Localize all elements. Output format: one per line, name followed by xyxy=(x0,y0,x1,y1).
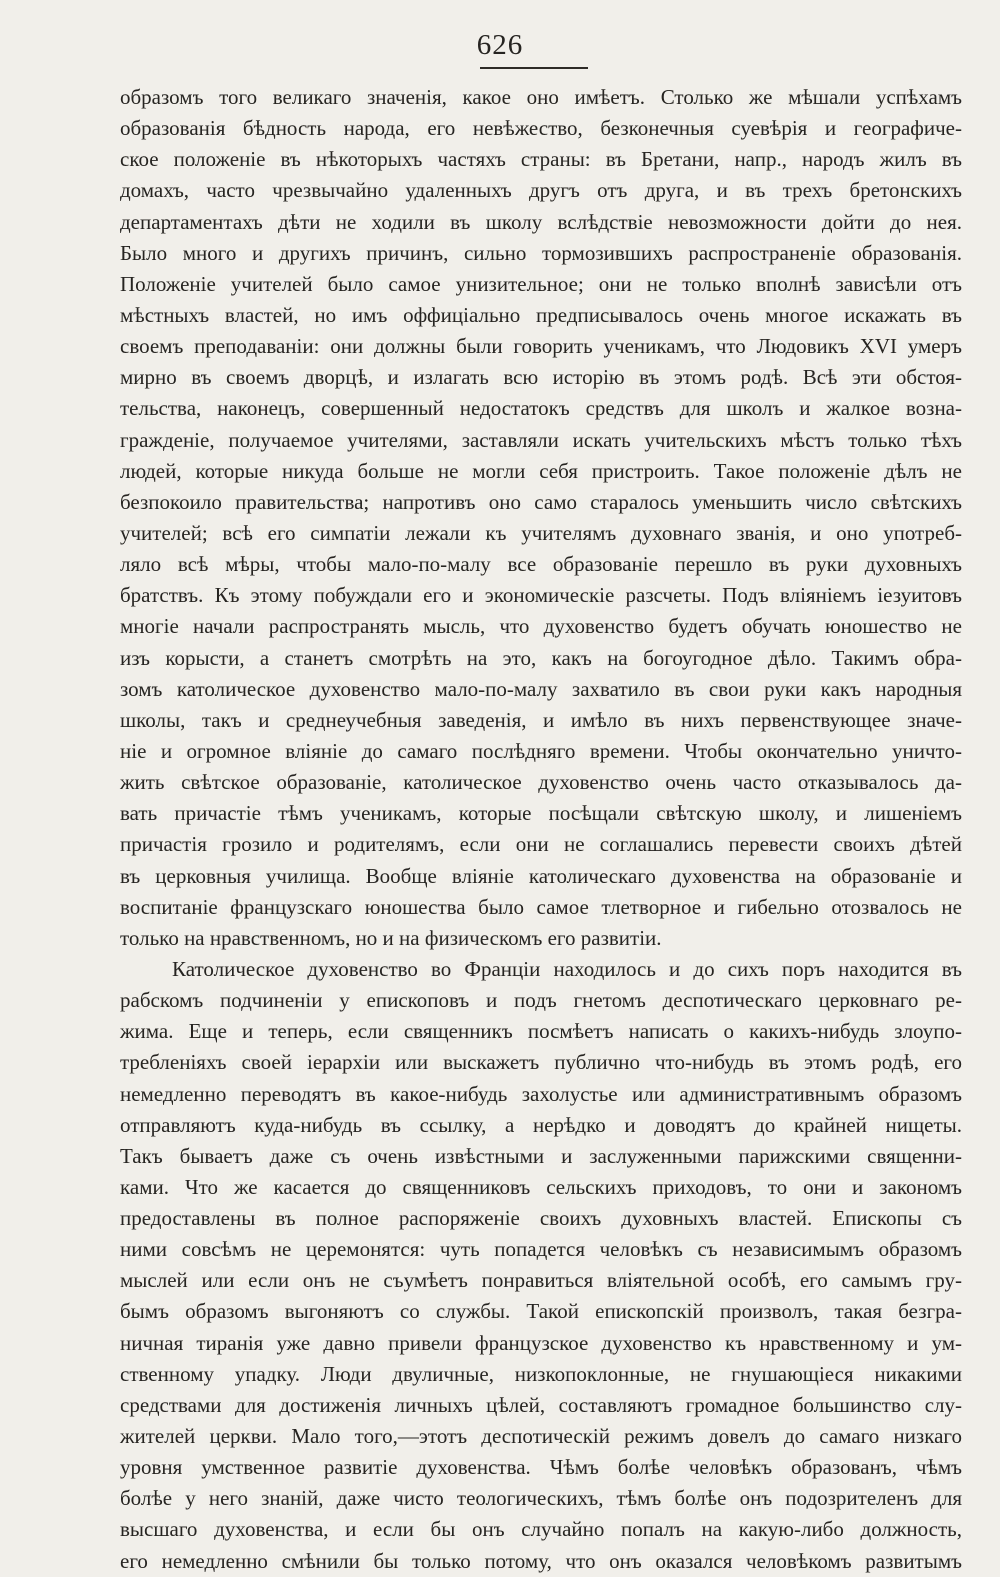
text-line: бымъ образомъ выгоняютъ со службы. Такой епископскій произволъ, такая безгра- xyxy=(120,1299,962,1324)
text-line: мыслей или если онъ не съумѣетъ понравиться вліятельной особѣ, его самымъ гру- xyxy=(120,1268,962,1293)
text-line: высшаго духовенства, и если бы онъ случайно попалъ на какую-либо должность, xyxy=(120,1517,962,1542)
text-line: изъ корысти, а станетъ смотрѣть на это, какъ на богоугодное дѣло. Такимъ обра- xyxy=(120,645,962,670)
text-line: Католическое духовенство во Франціи находилось и до сихъ поръ находится въ xyxy=(172,956,962,981)
text-line: отправляютъ куда-нибудь въ ссылку, а нерѣдко и доводятъ до крайней нищеты. xyxy=(120,1112,962,1137)
text-line: вать причастіе тѣмъ ученикамъ, которые посѣщали свѣтскую школу, и лишеніемъ xyxy=(120,801,962,826)
text-line: только на нравственномъ, но и на физическомъ его развитіи. xyxy=(120,925,662,950)
body-text xyxy=(120,82,962,1577)
text-line: жить свѣтское образованіе, католическое духовенство очень часто отказывалось да- xyxy=(120,770,962,795)
text-line: средствами для достиженія личныхъ цѣлей, составляютъ громадное большинство слу- xyxy=(120,1392,962,1417)
text-line: Положеніе учителей было самое унизительное; они не только вполнѣ зависѣли отъ xyxy=(120,271,962,296)
text-line: уровня умственное развитіе духовенства. Чѣмъ болѣе человѣкъ образованъ, чѣмъ xyxy=(120,1455,962,1480)
text-line: его немедленно смѣнили бы только потому, что онъ оказался человѣкомъ развитымъ xyxy=(120,1548,962,1573)
text-line: образованія бѣдность народа, его невѣжество, безконечныя суевѣрія и географиче- xyxy=(120,116,962,141)
text-line: немедленно переводятъ въ какое-нибудь захолустье или административнымъ образомъ xyxy=(120,1081,962,1106)
page-number: 626 xyxy=(476,29,524,61)
text-line: въ церковныя училища. Вообще вліяніе католическаго духовенства на образованіе и xyxy=(120,863,962,888)
text-line: Такъ бываетъ даже съ очень извѣстными и заслуженными парижскими священни- xyxy=(120,1143,962,1168)
text-line: многіе начали распространять мысль, что духовенство будетъ обучать юношество не xyxy=(120,614,962,639)
text-line: жителей церкви. Мало того,—этотъ деспотическій режимъ довелъ до самаго низкаго xyxy=(120,1424,962,1449)
text-line: ніе и огромное вліяніе до самаго послѣдняго времени. Чтобы окончательно уничто- xyxy=(120,738,962,763)
text-line: учителей; всѣ его симпатіи лежали къ учителямъ духовнаго званія, и оно употреб- xyxy=(120,520,962,545)
text-line: мирно въ своемъ дворцѣ, и излагать всю исторію въ этомъ родѣ. Всѣ эти обстоя- xyxy=(120,365,962,390)
text-line: людей, которые никуда больше не могли себя пристроить. Такое положеніе дѣлъ не xyxy=(120,458,962,483)
text-line: болѣе у него знаній, даже чисто теологическихъ, тѣмъ болѣе онъ подозрителенъ для xyxy=(120,1486,962,1511)
text-line: школы, такъ и среднеучебныя заведенія, и имѣло въ нихъ первенствующее значе- xyxy=(120,707,962,732)
text-line: гражденіе, получаемое учителями, заставляли искать учительскихъ мѣстъ только тѣхъ xyxy=(120,427,962,452)
text-line: воспитаніе французскаго юношества было самое тлетворное и гибельно отозвалось не xyxy=(120,894,962,919)
text-line: образомъ того великаго значенія, какое оно имѣетъ. Столько же мѣшали успѣхамъ xyxy=(120,85,962,109)
text-line: предоставлены въ полное распоряженіе своихъ духовныхъ властей. Епископы съ xyxy=(120,1206,962,1231)
text-line: своемъ преподаваніи: они должны были говорить ученикамъ, что Людовикъ XVI умеръ xyxy=(120,334,962,359)
text-line: ляло всѣ мѣры, чтобы мало-по-малу все образованіе перешло въ руки духовныхъ xyxy=(120,552,962,577)
text-line: братствъ. Къ этому побуждали его и экономическіе разсчеты. Подъ вліяніемъ іезуитовъ xyxy=(120,583,962,608)
text-line: Было много и другихъ причинъ, сильно тормозившихъ распространеніе образованія. xyxy=(120,240,962,265)
text-line: требленіяхъ своей іерархіи или выскажетъ публично что-нибудь въ этомъ родѣ, его xyxy=(120,1050,962,1075)
text-line: безпокоило правительства; напротивъ оно само старалось уменьшить число свѣтскихъ xyxy=(120,489,962,514)
header-rule xyxy=(480,67,588,69)
text-line: рабскомъ подчиненіи у епископовъ и подъ гнетомъ деспотическаго церковнаго ре- xyxy=(120,988,962,1013)
text-line: зомъ католическое духовенство мало-по-малу захватило въ свои руки какъ народныя xyxy=(120,676,962,701)
text-line: жима. Еще и теперь, если священникъ посмѣетъ написать о какихъ-нибудь злоупо- xyxy=(120,1019,962,1044)
text-line: ское положеніе въ нѣкоторыхъ частяхъ страны: въ Бретани, напр., народъ жилъ въ xyxy=(120,147,962,172)
text-line: мѣстныхъ властей, но имъ оффиціально предписывалось очень многое искажать въ xyxy=(120,302,962,327)
text-line: домахъ, часто чрезвычайно удаленныхъ другъ отъ друга, и въ трехъ бретонскихъ xyxy=(120,178,962,203)
text-line: тельства, наконецъ, совершенный недостатокъ средствъ для школъ и жалкое возна- xyxy=(120,396,962,421)
text-line: департаментахъ дѣти не ходили въ школу вслѣдствіе невозможности дойти до нея. xyxy=(120,209,962,234)
text-line: ничная тиранія уже давно привели французское духовенство къ нравственному и ум- xyxy=(120,1330,962,1355)
text-line: ними совсѣмъ не церемонятся: чуть попадется человѣкъ съ независимымъ образомъ xyxy=(120,1237,962,1262)
text-line: ками. Что же касается до священниковъ сельскихъ приходовъ, то они и закономъ xyxy=(120,1174,962,1199)
text-line: причастія грозило и родителямъ, если они не соглашались перевести своихъ дѣтей xyxy=(120,832,962,857)
text-line: ственному упадку. Люди двуличные, низкопоклонные, не гнушающіеся никакими xyxy=(120,1361,962,1386)
